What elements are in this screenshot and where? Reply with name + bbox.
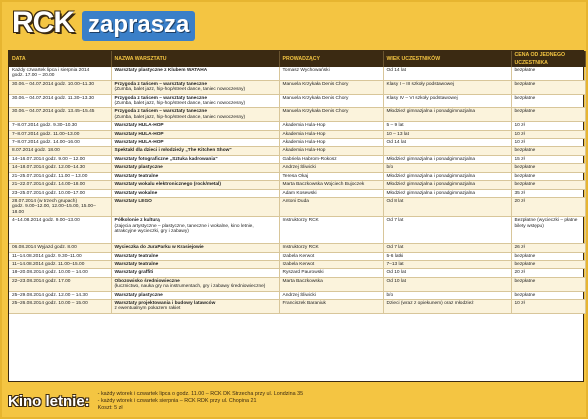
cell-lead: Andrzej Śliwicki: [279, 164, 383, 172]
cell-age: Od 14 lat: [383, 139, 511, 147]
cell-price: 26 zł: [511, 244, 585, 252]
table-row: [9, 147, 585, 155]
cell-workshop-name: [111, 94, 279, 108]
table-row: [9, 108, 585, 122]
table-row: [9, 269, 585, 277]
cell-age: 7–13 lat: [383, 260, 511, 268]
cell-age: 10 – 13 lat: [383, 130, 511, 138]
table-row: [9, 217, 585, 244]
cell-workshop-name-line: Warsztaty teatralne: [114, 261, 159, 267]
cell-age: Młodzież gimnazjalna i ponadgimnazjalna: [383, 155, 511, 163]
cell-age: Od 8 lat: [383, 197, 511, 216]
cell-workshop-name-line: Warsztaty HULA-HOP: [114, 123, 164, 129]
cell-workshop-name: [111, 80, 279, 94]
cell-age: Dzieci (wraz z opiekunem) oraz młodzież: [383, 299, 511, 313]
cell-workshop-name: [111, 122, 279, 130]
cell-date-line: 28.07.2014 (w trzech grupach): [12, 198, 78, 204]
table-row: [9, 244, 585, 252]
table-row: [9, 67, 585, 80]
cell-date: [9, 67, 111, 80]
cell-date-line: 11–14.08.2014 godz. 9.30–11.00: [12, 253, 82, 259]
cell-date: [9, 244, 111, 252]
cell-workshop-name: [111, 277, 279, 291]
cell-age: b/o: [383, 164, 511, 172]
cell-lead: Manuela Krzykała Denis Chory: [279, 80, 383, 94]
cell-age: 5 – 9 lat: [383, 122, 511, 130]
cell-date-line: 7–8.07.2014 godz. 14.00–16.00: [12, 140, 80, 146]
cell-price: 20 zł: [511, 269, 585, 277]
table-row: [9, 139, 585, 147]
table-row: [9, 80, 585, 94]
page-title: [12, 6, 195, 42]
cell-age: Klasy IV – VI szkoły podstawowej: [383, 94, 511, 108]
table-row: [9, 277, 585, 291]
summer-cinema-info: [98, 391, 303, 412]
cell-price: bezpłatne: [511, 291, 585, 299]
cell-lead: Akademia Hula-Hop: [279, 122, 383, 130]
cell-workshop-name-line: Warsztaty teatralne: [114, 173, 159, 179]
cell-date: [9, 94, 111, 108]
cell-date-line: 14–16.07.2014 godz. 9.00 – 12.00: [12, 156, 86, 162]
cell-workshop-name: [111, 147, 279, 155]
cell-workshop-name: [111, 155, 279, 163]
table-row: [9, 94, 585, 108]
cell-lead: Gabriela Habrom-Rokosz: [279, 155, 383, 163]
cell-workshop-name: [111, 244, 279, 252]
schedule-table-body: [9, 67, 585, 313]
cell-date: [9, 217, 111, 244]
cell-date: [9, 189, 111, 197]
cell-workshop-name-line: Warsztaty wokalne: [114, 190, 158, 196]
cell-date: [9, 277, 111, 291]
cell-age: Młodzież gimnazjalna i ponadgimnazjalna: [383, 189, 511, 197]
table-row: [9, 164, 585, 172]
cell-lead: Akademia Hula-Hop: [279, 130, 383, 138]
cell-workshop-name-line: (zajęcia artystyczne – plastyczne, taneczne i wokalne, kino letnie,: [114, 223, 254, 229]
cell-age: Młodzież gimnazjalna i ponadgimnazjalna: [383, 172, 511, 180]
cell-date-line: godz. 17.00 – 20.00: [12, 73, 55, 79]
cell-date-line: 18–20.08.2014 godz. 10.00 – 14.00: [12, 270, 88, 276]
cell-price: bezpłatne: [511, 277, 585, 291]
cell-date: [9, 130, 111, 138]
summer-cinema-line: - każdy wtorek i czwartek sierpnia – RCK RDK przy ul. Chopina 21: [97, 397, 257, 404]
cell-workshop-name: [111, 130, 279, 138]
cell-price: bezpłatne: [511, 108, 585, 122]
cell-workshop-name: [111, 164, 279, 172]
cell-lead: Instruktorzy RCK: [279, 244, 383, 252]
cell-age: b/o: [383, 291, 511, 299]
cell-date-line: 25–29.08.2014 godz. 12.00 – 14.30: [12, 292, 88, 298]
schedule-table-container: [8, 50, 584, 382]
cell-date: [9, 260, 111, 268]
cell-workshop-name-line: (łucznictwo, nauka gry na instrumentach, gry i zabawy średniowieczne): [114, 284, 266, 290]
cell-date-line: 14–18.07.2014 godz. 12.00–14.30: [12, 165, 86, 171]
cell-price: 20 zł: [511, 197, 585, 216]
cell-date-line: godz. 9.00–12.00, 12.00–15.00, 15.00–18.00: [12, 204, 96, 215]
cell-workshop-name: [111, 139, 279, 147]
cell-workshop-name-line: Warsztaty plastyczne: [114, 165, 163, 171]
cell-lead: Marta Baczkowska: [279, 277, 383, 291]
brand-tagline: zaprasza: [82, 11, 195, 41]
column-header-date: DATA: [9, 51, 111, 67]
cell-lead: Izabela Kerwot: [279, 252, 383, 260]
cell-workshop-name-line: z ewentualnym pokazem rakiet: [114, 306, 181, 312]
cell-workshop-name: [111, 252, 279, 260]
cell-lead: Antoni Duda: [279, 197, 383, 216]
cell-date-line: 7–8.07.2014 godz. 11.00–13.00: [12, 131, 80, 137]
cell-workshop-name-line: Warsztaty wokalu elektronicznego (rock/metal): [114, 182, 221, 188]
cell-price: 10 zł: [511, 139, 585, 147]
cell-price: bezpłatne: [511, 80, 585, 94]
cell-age: Młodzież gimnazjalna i ponadgimnazjalna: [383, 108, 511, 122]
cell-date: [9, 80, 111, 94]
cell-age: Od 7 lat: [383, 217, 511, 244]
cell-price: 35 zł: [511, 189, 585, 197]
cell-date-line: 30.06.– 04.07.2014 godz. 13.45–15.45: [12, 109, 95, 115]
table-row: [9, 181, 585, 189]
cell-date-line: 25–26.08.2014 godz. 10.00 – 15.00: [12, 300, 88, 306]
cell-workshop-name: [111, 181, 279, 189]
table-row: [9, 291, 585, 299]
cell-workshop-name-line: Obozowisko średniowieczne: [114, 278, 180, 284]
cell-workshop-name-line: Półkolonie z kulturą: [114, 218, 160, 224]
cell-workshop-name: [111, 172, 279, 180]
cell-date: [9, 108, 111, 122]
cell-workshop-name-line: (Zumba, balet jazz, hip-hop/street dance, taniec nowoczesny): [114, 114, 246, 120]
cell-price: bezpłatne: [511, 252, 585, 260]
table-row: [9, 197, 585, 216]
cell-lead: Franciszek Baraniuk: [279, 299, 383, 313]
cell-workshop-name-line: Warsztaty HULA-HOP: [114, 131, 164, 137]
cell-lead: Manuela Krzykała Denis Chory: [279, 94, 383, 108]
cell-workshop-name-line: Warsztaty HULA-HOP: [114, 140, 164, 146]
cell-workshop-name: [111, 269, 279, 277]
cell-workshop-name-line: Przygoda z tańcem – warsztaty taneczne: [114, 109, 208, 115]
cell-price: 15 zł: [511, 155, 585, 163]
schedule-table: [9, 51, 586, 314]
cell-lead: Ryszard Paurowski: [279, 269, 383, 277]
table-row: [9, 260, 585, 268]
cell-workshop-name-line: Przygoda z tańcem – warsztaty taneczne: [114, 95, 208, 101]
cell-date: [9, 147, 111, 155]
cell-age: Młodzież gimnazjalna i ponadgimnazjalna: [383, 181, 511, 189]
cell-date: [9, 172, 111, 180]
cell-workshop-name-line: Warsztaty teatralne: [114, 253, 159, 259]
summer-cinema-line: Koszt: 5 zł: [97, 404, 123, 411]
cell-lead: Tomasz Wychowański: [279, 67, 383, 80]
cell-workshop-name-line: Warsztaty plastyczne: [114, 292, 163, 298]
column-header-lead: PROWADZĄCY: [279, 51, 383, 67]
cell-workshop-name: [111, 217, 279, 244]
cell-price: bezpłatne: [511, 94, 585, 108]
cell-workshop-name-line: Warsztaty LEGO: [114, 198, 152, 204]
cell-date-line: 11–14.08.2014 godz. 11.00–15.00: [12, 261, 85, 267]
cell-workshop-name-line: Wycieczka do JuraParku w Krasiejowie: [114, 245, 204, 251]
column-header-age: WIEK UCZESTNIKÓW: [383, 51, 511, 67]
cell-age: Klasy I – III szkoły podstawowej: [383, 80, 511, 94]
cell-date-line: 8.07.2014 godz. 18.00: [12, 148, 60, 154]
cell-date: [9, 299, 111, 313]
cell-date-line: 23–25.07.2014 godz. 10.00–17.00: [12, 190, 86, 196]
cell-workshop-name-line: Warsztaty fotograficzne „Sztuka kadrowania": [114, 156, 218, 162]
cell-lead: Andrzej Śliwicki: [279, 291, 383, 299]
cell-date-line: 7–8.07.2014 godz. 9.30–10.30: [12, 123, 78, 129]
cell-date-line: 30.06.– 04.07.2014 godz. 10.00–11.30: [12, 81, 95, 87]
cell-date: [9, 122, 111, 130]
cell-lead: Izabela Kerwot: [279, 260, 383, 268]
cell-price: bezpłatne: [511, 181, 585, 189]
cell-workshop-name-line: Warsztaty projektowania i budowy latawców: [114, 300, 216, 306]
cell-workshop-name-line: Spektakl dla dzieci i młodzieży „The Kitchen Show": [114, 148, 232, 154]
cell-lead: Akademia Hula-Hop: [279, 147, 383, 155]
table-header-row: [9, 51, 585, 67]
cell-price: Bezpłatne (wycieczki – płatne bilety wstępu): [511, 217, 585, 244]
summer-cinema-footer: [8, 384, 584, 418]
cell-date-line: 06.08.2014 Wyjazd godz. 8.00: [12, 245, 77, 251]
cell-date-line: 4–14.08.2014 godz. 9.00–13.00: [12, 218, 80, 224]
cell-price: bezpłatne: [511, 164, 585, 172]
cell-date-line: 30.06.– 04.07.2014 godz. 11.30–13.30: [12, 95, 95, 101]
cell-workshop-name-line: Warsztaty graffiti: [114, 270, 154, 276]
cell-date-line: 22–23.08.2014 godz. 17.00: [12, 278, 71, 284]
column-header-name: NAZWA WARSZTATU: [111, 51, 279, 67]
cell-workshop-name-line: Warsztaty plastyczne z Klubem WATAHA: [114, 68, 208, 73]
table-row: [9, 130, 585, 138]
table-row: [9, 299, 585, 313]
cell-workshop-name: [111, 197, 279, 216]
cell-age: Od 14 lat: [383, 67, 511, 80]
cell-workshop-name: [111, 108, 279, 122]
cell-date-line: 21–25.07.2014 godz. 11.00 – 13.00: [12, 173, 88, 179]
cell-date: [9, 252, 111, 260]
cell-workshop-name-line: (Zumba, balet jazz, hip-hop/street dance, taniec nowoczesny): [114, 87, 246, 93]
cell-price: bezpłatne: [511, 67, 585, 80]
cell-workshop-name: [111, 260, 279, 268]
cell-lead: Akademia Hula-Hop: [279, 139, 383, 147]
cell-date: [9, 291, 111, 299]
table-row: [9, 122, 585, 130]
cell-workshop-name: [111, 67, 279, 80]
cell-price: 10 zł: [511, 299, 585, 313]
summer-cinema-line: - każdy wtorek i czwartek lipca o godz. 11.00 – RCK DK Strzecha przy ul. Londzina 35: [97, 390, 304, 397]
cell-workshop-name-line: atrakcyjne wycieczki, gry i zabawy): [114, 228, 189, 234]
cell-age: Od 7 lat: [383, 244, 511, 252]
cell-lead: Instruktorzy RCK: [279, 217, 383, 244]
cell-price: bezpłatne: [511, 172, 585, 180]
cell-workshop-name-line: (Zumba, balet jazz, hip-hop/street dance, taniec nowoczesny): [114, 101, 246, 107]
table-row: [9, 172, 585, 180]
cell-lead: Adam Kosewski: [279, 189, 383, 197]
cell-price: 10 zł: [511, 130, 585, 138]
cell-age: [383, 147, 511, 155]
cell-date: [9, 155, 111, 163]
cell-date: [9, 181, 111, 189]
cell-date: [9, 139, 111, 147]
column-header-price: CENA OD JEDNEGO UCZESTNIKA: [511, 51, 585, 67]
cell-date: [9, 164, 111, 172]
cell-date-line: Każdy czwartek lipca i sierpnia 2014: [12, 68, 90, 73]
cell-price: bezpłatne: [511, 260, 585, 268]
cell-age: Od 10 lat: [383, 277, 511, 291]
cell-age: Od 10 lat: [383, 269, 511, 277]
table-row: [9, 252, 585, 260]
cell-date: [9, 197, 111, 216]
cell-price: 10 zł: [511, 122, 585, 130]
cell-age: 5-6 latki: [383, 252, 511, 260]
cell-lead: Teresa Okaj: [279, 172, 383, 180]
cell-workshop-name: [111, 291, 279, 299]
cell-workshop-name: [111, 189, 279, 197]
cell-price: bezpłatne: [511, 147, 585, 155]
cell-date: [9, 269, 111, 277]
table-row: [9, 189, 585, 197]
cell-date-line: 21–22.07.2014 godz. 14.00–18.00: [12, 182, 86, 188]
table-row: [9, 155, 585, 163]
cell-lead: Marta Baczkowska Wojciech Bujoczek: [279, 181, 383, 189]
cell-workshop-name: [111, 299, 279, 313]
summer-cinema-title: Kino letnie:: [8, 392, 90, 410]
cell-workshop-name-line: Przygoda z tańcem – warsztaty taneczne: [114, 81, 208, 87]
cell-lead: Manuela Krzykała Denis Chory: [279, 108, 383, 122]
brand-title: RCK: [12, 6, 74, 39]
